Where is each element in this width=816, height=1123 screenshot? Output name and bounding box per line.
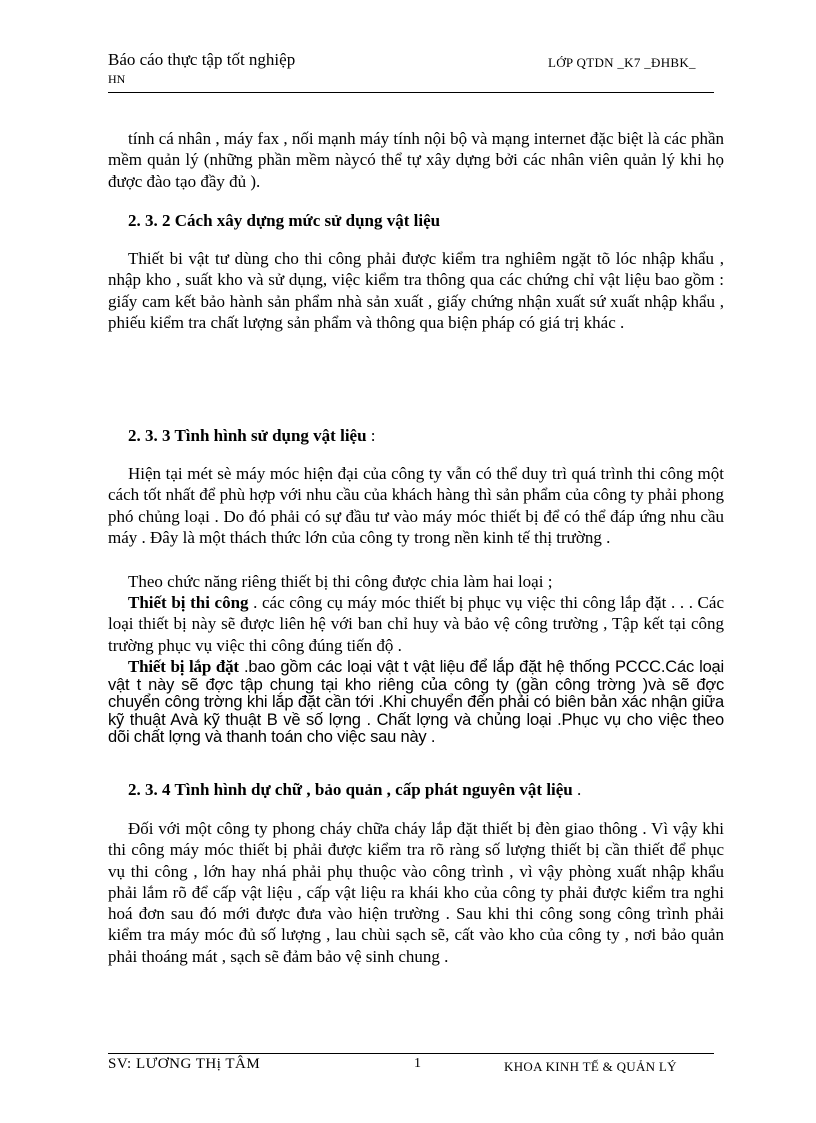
- header-title-block: [108, 50, 295, 87]
- page-number: 1: [414, 1056, 421, 1071]
- paragraph-2-3-3-a: Hiện tại mét sè máy móc hiện đại của công ty vẫn có thể duy trì quá trình thi công một cách tốt nhất để phù hợp với nhu cầu của khách hàng thì sản phẩm của công ty phải phong phó chủng loại . Do đó phải có sự đầu tư vào máy móc thiết bị để có thể đáp ứng nhu cầu máy . Đây là một thách thức lớn của công ty trong nền kinh tế thị trường .: [108, 464, 724, 547]
- section-heading-2-3-2: 2. 3. 2 Cách xây dựng mức sử dụng vật liệu: [128, 211, 441, 230]
- faculty-name: KHOA KINH TẾ & QUẢN LÝ: [504, 1059, 677, 1074]
- paragraph-2-3-4: Đối với một công ty phong cháy chữa cháy lắp đặt thiết bị đèn giao thông . Vì vậy khi thi công máy móc thiết bị phải được kiểm tra rõ ràng số lượng thiết bị cần thiết để phục vụ thi công , lớn hay nhá phải phụ thuộc vào công trình , vì vậy phòng xuất nhập khẩu phải lắm rõ để cấp vật liệu , cấp vật liệu ra khái kho của công ty phải được kiểm tra nghi hoá đơn sau đó mới được đưa vào hiện trường . Sau khi thi công song công trình phải kiểm tra máy móc đủ số lượng , lau chùi sạch sẽ, cất vào kho của công ty , nơi bảo quản phải thoáng mát , sạch sẽ đảm bảo vệ sinh chung .: [108, 819, 724, 966]
- report-title: Báo cáo thực tập tốt nghiệp: [108, 50, 296, 69]
- paragraph-2-3-3-d-text: .bao gồm các loại vật t vật liệu để lắp đặt hệ thống PCCC.Các loại vật t này sẽ đợc tập chung tại kho riêng của công ty (gần công trờng )và sẽ đợc chuyển công trờng khi lắp đặt cần tới .Khi chuyển đến phải có biên bản xác nhận giữa kỹ thuật Avà kỹ thuật B về số lợng . Chất lợng và chủng loại .Phục vụ cho việc theo dõi chất lợng và thanh toán cho việc sau này .: [108, 658, 725, 746]
- class-info: LỚP QTDN _K7 _ĐHBK_: [548, 55, 696, 70]
- section-heading-2-3-3-suffix: :: [366, 426, 376, 445]
- section-heading-2-3-3-text: 2. 3. 3 Tình hình sử dụng vật liệu: [128, 426, 367, 445]
- equipment-installation-term: Thiết bị lắp đặt: [128, 657, 239, 676]
- section-heading-2-3-4-suffix: .: [572, 780, 582, 799]
- section-heading-2-3-4: [128, 780, 581, 800]
- footer-divider: [108, 1053, 714, 1054]
- paragraph-2-3-3-d: [108, 658, 724, 747]
- intro-paragraph: tính cá nhân , máy fax , nối mạnh máy tính nội bộ và mạng internet đặc biệt là các phần mềm quản lý (những phần mềm nàycó thể tự xây dựng bởi các nhân viên quản lý khi họ được đào tạo đầy đủ ).: [108, 129, 724, 191]
- equipment-construction-term: Thiết bị thi công: [128, 593, 249, 612]
- section-heading-2-3-3: [128, 426, 376, 446]
- section-heading-2-3-4-text: 2. 3. 4 Tình hình dự chữ , bảo quản , cấp phát nguyên vật liệu: [128, 780, 573, 799]
- student-name: SV: LƯƠNG THị TÂM: [108, 1056, 261, 1072]
- header-divider: [108, 92, 714, 93]
- report-subtitle: HN: [108, 72, 126, 86]
- paragraph-2-3-3-b: Theo chức năng riêng thiết bị thi công được chia làm hai loại ;: [128, 572, 553, 591]
- paragraph-2-3-3-c-text: . các công cụ máy móc thiết bị phục vụ việc thi công lắp đặt . . . Các loại thiết bị này sẽ được liên hệ với ban chỉ huy và bảo vệ công trường , Tập kết tại công trường phục vụ việc thi công đúng tiến độ .: [108, 593, 724, 655]
- paragraph-2-3-3-c: [108, 592, 724, 656]
- paragraph-2-3-2: Thiết bi vật tư dùng cho thi công phải được kiểm tra nghiêm ngặt tõ lóc nhập khẩu , nhập kho , suất kho và sử dụng, việc kiểm tra thông qua các chứng chỉ vật liệu bao gồm : giấy cam kết bảo hành sản phẩm nhà sản xuất , giấy chứng nhận xuất sứ xuất nhập khẩu , phiếu kiểm tra chất lượng sản phẩm và thông qua biện pháp có giá trị khác .: [108, 249, 724, 332]
